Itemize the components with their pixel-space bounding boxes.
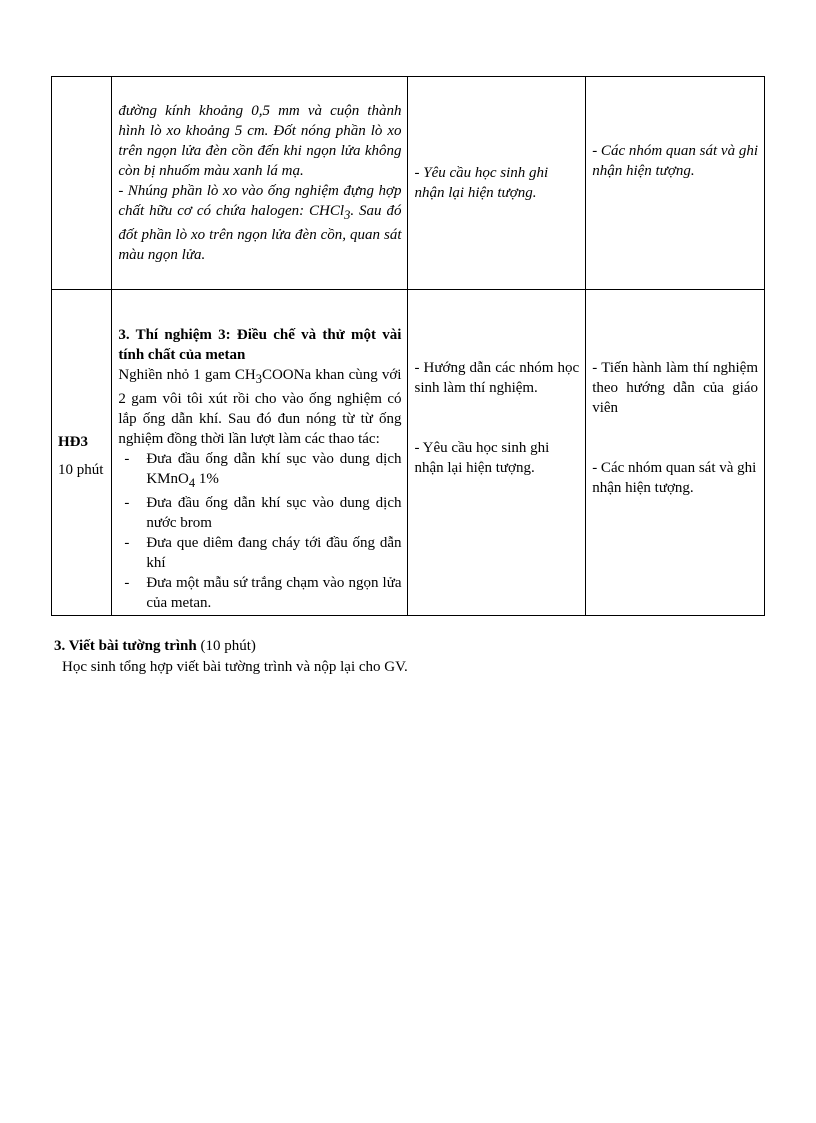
procedure-cell (112, 290, 408, 616)
list-item: - Đưa đầu ống dẫn khí sục vào dung dịch nước brom (118, 493, 401, 533)
activity-label: HĐ3 (58, 433, 88, 450)
procedure-text: đường kính khoảng 0,5 mm và cuộn thành hình lò xo khoảng 5 cm. Đốt nóng phần lò xo trên ngọn lửa đèn cồn đến khi ngọn lửa không còn bị nhuốm màu xanh lá mạ. (118, 103, 402, 179)
step-list (118, 449, 401, 613)
procedure-cell (112, 77, 408, 290)
section-heading: 3. Viết bài tường trình (10 phút) (54, 638, 256, 654)
teacher-cell (408, 290, 586, 616)
student-text: - Các nhóm quan sát và ghi nhận hiện tượng. (592, 143, 759, 179)
teacher-cell (408, 77, 586, 290)
activity-cell (52, 290, 112, 616)
activity-duration: 10 phút (58, 461, 104, 478)
table-row (52, 290, 765, 616)
teacher-text: - Yêu cầu học sinh ghi nhận lại hiện tượng. (414, 440, 550, 476)
teacher-text: - Yêu cầu học sinh ghi nhận lại hiện tượng. (414, 165, 549, 201)
list-item: - Đưa đầu ống dẫn khí sục vào dung dịch KMnO$_4$ 1% (118, 449, 401, 493)
experiment-title: 3. Thí nghiệm 3: Điều chế và thử một vài tính chất của metan (118, 327, 402, 363)
student-cell (586, 77, 765, 290)
table-row (52, 77, 765, 290)
section-body: Học sinh tổng hợp viết bài tường trình và nộp lại cho GV. (62, 659, 408, 675)
list-item: - Đưa que diêm đang cháy tới đầu ống dẫn khí (118, 533, 401, 573)
experiment-intro: Nghiền nhỏ 1 gam $CH_3COONa$ khan cùng với 2 gam vôi tôi xút rồi cho vào ống nghiệm có lắp ống dẫn khí. Sau đó đun nóng từ từ ống nghiệm đồng thời lần lượt làm các thao tác: (118, 367, 402, 447)
student-text: - Các nhóm quan sát và ghi nhận hiện tượng. (592, 460, 757, 496)
student-text: - Tiến hành làm thí nghiệm theo hướng dẫn của giáo viên (592, 360, 758, 416)
teacher-text: - Hướng dẫn các nhóm học sinh làm thí nghiệm. (414, 360, 580, 396)
lesson-table (51, 76, 765, 616)
list-item: - Đưa một mẫu sứ trắng chạm vào ngọn lửa của metan. (118, 573, 401, 613)
student-cell (586, 290, 765, 616)
procedure-text: - Nhúng phần lò xo vào ống nghiệm đựng hợp chất hữu cơ có chứa halogen: CHCl$_3$. Sau đó đốt phần lò xo trên ngọn lửa đèn cồn, quan sát màu ngọn lửa. (118, 183, 402, 263)
activity-cell (52, 77, 112, 290)
